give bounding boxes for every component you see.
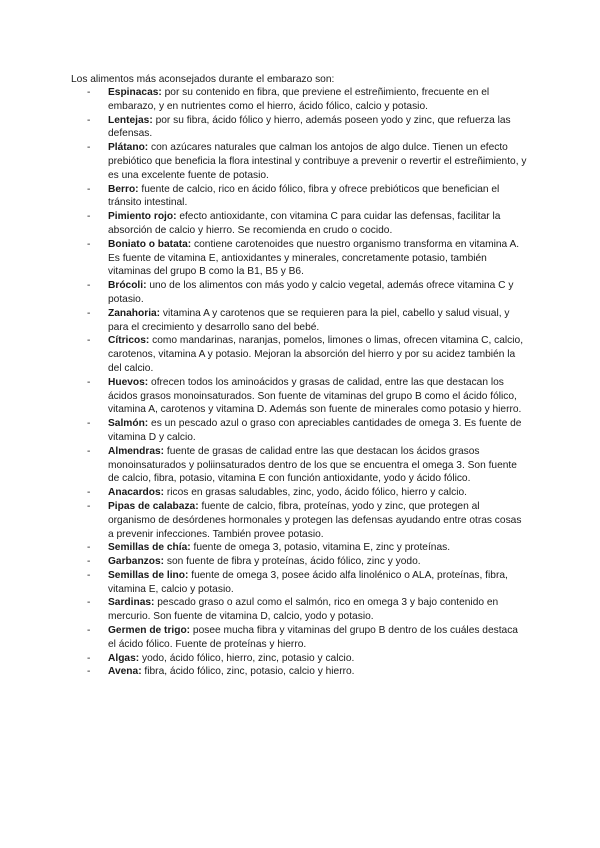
list-item [87,307,527,335]
list-item [87,486,527,500]
bullet-dash: - [87,376,91,388]
list-item [87,86,527,114]
list-item [87,376,527,417]
list-item [87,652,527,666]
bullet-dash: - [87,625,91,637]
bullet-dash: - [87,211,91,223]
food-name: Avena: [108,666,142,678]
food-name: Almendras: [108,445,165,457]
food-list [87,86,527,679]
list-item [87,238,527,279]
food-description: efecto antioxidante, con vitamina C para cuidar las defensas, facilitar la absorción de calcio y hierro. Se recomienda en crudo o cocido. [108,211,501,236]
bullet-dash: - [87,569,91,581]
food-description: contiene carotenoides que nuestro organismo transforma en vitamina A. Es fuente de vitamina E, antioxidantes y minerales, concretamente potasio, también vitaminas del grupo B como la B1, B5 y B6. [108,238,520,278]
food-name: Algas: [108,652,140,664]
bullet-dash: - [87,556,91,568]
bullet-dash: - [87,487,91,499]
bullet-dash: - [87,500,91,512]
bullet-dash: - [87,307,91,319]
list-item [87,279,527,307]
food-description: posee mucha fibra y vitaminas del grupo B dentro de los cuáles destaca el ácido fólico. Fuente de proteínas y hierro. [108,625,518,650]
food-name: Cítricos: [108,335,150,347]
bullet-dash: - [87,542,91,554]
list-item [87,183,527,211]
list-item [87,500,527,541]
food-description: fibra, ácido fólico, zinc, potasio, calcio y hierro. [141,666,355,678]
bullet-dash: - [87,183,91,195]
intro-text: Los alimentos más aconsejados durante el embarazo son: [71,74,335,85]
food-description: por su contenido en fibra, que previene el estreñimiento, frecuente en el embarazo, y en nutrientes como el hierro, ácido fólico, calcio y potasio. [108,87,490,112]
food-description: fuente de calcio, rico en ácido fólico, fibra y ofrece prebióticos que benefician el tránsito intestinal. [108,183,500,209]
food-description: fuente de omega 3, potasio, vitamina E, zinc y proteínas. [190,542,451,554]
list-item [87,334,527,375]
bullet-dash: - [87,597,91,609]
food-name: Pipas de calabaza: [108,500,199,512]
food-name: Boniato o batata: [108,238,192,250]
list-item [87,555,527,569]
bullet-dash: - [87,418,91,430]
bullet-dash: - [87,335,91,347]
food-name: Berro: [108,183,139,195]
list-item [87,569,527,597]
food-description: con azúcares naturales que calman los antojos de algo dulce. Tienen un efecto prebiótico que beneficia la flora intestinal y contribuye a prevenir o revertir el estreñimiento, y es una excelente fuente de potasio. [108,142,527,181]
food-name: Sardinas: [108,597,155,609]
food-name: Plátano: [108,142,149,154]
bullet-dash: - [87,114,91,126]
food-description: ricos en grasas saludables, zinc, yodo, ácido fólico, hierro y calcio. [164,487,467,499]
list-item [87,624,527,652]
bullet-dash: - [87,87,91,98]
food-name: Garbanzos: [108,556,165,568]
food-description: uno de los alimentos con más yodo y calcio vegetal, además ofrece vitamina C y potasio. [108,280,514,305]
list-item [87,210,527,238]
food-name: Lentejas: [108,114,153,126]
food-name: Brócoli: [108,280,147,292]
bullet-dash: - [87,238,91,250]
food-description: yodo, ácido fólico, hierro, zinc, potasio y calcio. [139,652,355,664]
food-name: Pimiento rojo: [108,211,177,223]
food-description: son fuente de fibra y proteínas, ácido fólico, zinc y yodo. [164,556,421,568]
bullet-dash: - [87,280,91,292]
food-description: fuente de grasas de calidad entre las que destacan los ácidos grasos monoinsaturados y poliinsaturados dentro de los que se encuentra el omega 3. Son fuente de calcio, fibra, potasio, vitamina E con función antioxidante, yodo y ácido fólico. [108,445,517,485]
food-name: Zanahoria: [108,307,161,319]
food-name: Anacardos: [108,487,165,499]
food-description: como mandarinas, naranjas, pomelos, limones o limas, ofrecen vitamina C, calcio, carotenos, vitamina A y potasio. Mejoran la absorción del hierro y por su acidez también la del calcio. [108,335,524,374]
food-description: fuente de calcio, fibra, proteínas, yodo y zinc, que protegen al organismo de desórdenes hormonales y protegen las defensas ayudando entre otras cosas a prevenir infecciones. También provee potasio. [108,500,522,540]
food-name: Espinacas: [108,87,162,98]
bullet-dash: - [87,666,91,678]
food-name: Semillas de lino: [108,569,189,581]
food-description: por su fibra, ácido fólico y hierro, además poseen yodo y zinc, que refuerza las defensas. [108,114,511,140]
food-description: fuente de omega 3, posee ácido alfa linolénico o ALA, proteínas, fibra, vitamina E, calcio y potasio. [108,569,508,595]
bullet-dash: - [87,445,91,457]
list-item [87,114,527,142]
list-item [87,445,527,486]
list-item [87,596,527,624]
list-item [87,141,527,182]
food-name: Salmón: [108,418,149,430]
bullet-dash: - [87,652,91,664]
food-description: es un pescado azul o graso con apreciables cantidades de omega 3. Es fuente de vitamina D y calcio. [108,418,522,443]
food-description: vitamina A y carotenos que se requieren para la piel, cabello y salud visual, y para el crecimiento y desarrollo sano del bebé. [108,307,510,333]
list-item [87,417,527,445]
food-description: pescado graso o azul como el salmón, rico en omega 3 y bajo contenido en mercurio. Son fuente de vitamina D, calcio, yodo y potasio. [108,597,499,623]
food-name: Huevos: [108,376,149,388]
bullet-dash: - [87,142,91,154]
food-name: Semillas de chía: [108,542,191,554]
list-item [87,665,527,679]
food-name: Germen de trigo: [108,625,191,637]
list-item [87,541,527,555]
food-description: ofrecen todos los aminoácidos y grasas de calidad, entre las que destacan los ácidos grasos monoinsaturados. Son fuente de vitaminas del grupo B como el ácido fólico, vitamina A, carotenos y vitamina D. Además son fuente de minerales como potasio y hierro. [108,376,522,416]
